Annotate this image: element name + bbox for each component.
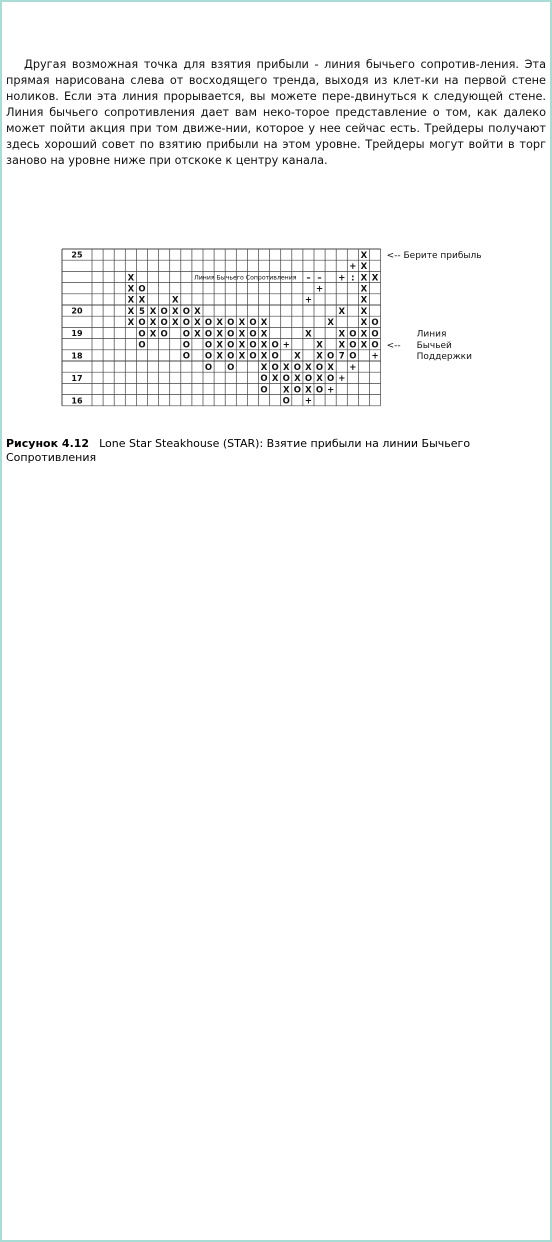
chart-mark: 5: [138, 306, 145, 317]
chart-mark: O: [271, 340, 279, 351]
chart-mark: X: [294, 351, 301, 362]
chart-mark: X: [127, 295, 135, 306]
chart-mark: X: [138, 295, 146, 306]
chart-mark: X: [360, 262, 368, 273]
chart-mark: O: [293, 362, 301, 373]
chart-mark: X: [171, 318, 179, 329]
chart-mark: +: [304, 396, 313, 407]
chart-mark: X: [216, 318, 223, 329]
chart-mark: O: [349, 340, 357, 351]
body-paragraph: [6, 57, 546, 169]
chart-mark: X: [305, 385, 312, 396]
chart-mark: X: [305, 329, 312, 340]
chart-mark: O: [138, 318, 146, 329]
chart-mark: O: [138, 284, 146, 295]
chart-mark: +: [327, 385, 335, 396]
chart-mark: +: [371, 351, 379, 362]
chart-mark: O: [271, 362, 279, 373]
chart-mark: X: [216, 329, 223, 340]
chart-mark: O: [138, 340, 146, 351]
chart-mark: X: [360, 295, 368, 306]
chart-mark: O: [204, 329, 213, 340]
chart-mark: O: [160, 318, 168, 329]
chart-mark: O: [227, 351, 235, 362]
price-label: 20: [71, 306, 83, 316]
paragraph-text: Другая возможная точка для взятия прибыли - линия бычьего сопротив-ления. Эта прямая нарисована слева от восходящего тренда, выходя из клет-ки на первой стене ноликов. Если эта линия прорывается, вы можете пере-двинуться к следующей стене. Линия бычьего сопротивления дает вам неко-торое представление о том, как далеко может пойти акция при том движе-нии, которое у нее сейчас есть. Трейдеры получают здесь хороший совет по взятию прибыли на этом уровне. Трейдеры могут войти в торг заново на уровне ниже при отскоке к центру канала.: [6, 58, 546, 167]
chart-mark: O: [182, 340, 190, 351]
chart-mark: O: [204, 340, 213, 351]
chart-mark: X: [194, 306, 201, 317]
point-and-figure-chart: [0, 245, 552, 415]
chart-mark: O: [304, 374, 313, 385]
chart-mark: O: [271, 351, 279, 362]
chart-mark: O: [204, 318, 213, 329]
chart-mark: O: [204, 362, 213, 373]
chart-mark: O: [160, 306, 168, 317]
chart-mark: 7: [338, 351, 345, 362]
chart-mark: X: [260, 329, 268, 340]
chart-mark: X: [238, 329, 246, 340]
chart-mark: X: [282, 385, 290, 396]
chart-mark: +: [349, 362, 357, 373]
chart-mark: O: [349, 351, 357, 362]
price-label: 25: [71, 250, 83, 260]
chart-mark: O: [282, 396, 290, 407]
take-profit-annotation: <-- Берите прибыль: [386, 251, 482, 262]
chart-mark: X: [149, 306, 157, 317]
price-label: 17: [71, 373, 83, 383]
chart-mark: X: [360, 318, 368, 329]
chart-mark: O: [227, 329, 235, 340]
chart-mark: O: [371, 340, 379, 351]
chart-mark: O: [249, 329, 257, 340]
chart-mark: X: [194, 329, 201, 340]
chart-mark: O: [160, 329, 168, 340]
chart-mark: +: [338, 374, 346, 385]
chart-mark: X: [360, 340, 368, 351]
chart-mark: X: [127, 306, 135, 317]
chart-mark: X: [260, 340, 268, 351]
chart-mark: X: [149, 329, 157, 340]
chart-mark: –: [317, 273, 322, 284]
chart-mark: O: [204, 351, 213, 362]
chart-mark: X: [260, 318, 268, 329]
chart-mark: O: [182, 306, 190, 317]
chart-mark: O: [260, 374, 268, 385]
chart-mark: +: [338, 273, 346, 284]
chart-mark: O: [227, 340, 235, 351]
chart-mark: O: [138, 329, 146, 340]
chart-mark: +: [304, 295, 313, 306]
chart-mark: O: [293, 385, 301, 396]
chart-mark: O: [227, 362, 235, 373]
chart-mark: X: [238, 340, 246, 351]
support-line-label: Поддержки: [416, 352, 472, 362]
chart-mark: X: [294, 374, 301, 385]
chart-mark: –: [306, 273, 311, 284]
chart-mark: O: [327, 374, 335, 385]
chart-mark: X: [338, 329, 346, 340]
chart-mark: X: [194, 318, 201, 329]
chart-mark: O: [182, 329, 190, 340]
chart-mark: X: [127, 273, 135, 284]
chart-mark: X: [238, 318, 246, 329]
caption-text: Lone Star Steakhouse (STAR): Взятие прибыли на линии Бычьего Сопротивления: [6, 437, 471, 464]
chart-mark: O: [371, 329, 379, 340]
chart-mark: X: [216, 351, 223, 362]
chart-mark: :: [351, 273, 355, 284]
support-line-label: Бычьей: [416, 340, 452, 351]
chart-mark: X: [316, 340, 323, 351]
chart-mark: X: [338, 340, 346, 351]
chart-mark: X: [371, 273, 379, 284]
chart-mark: +: [282, 340, 290, 351]
chart-mark: X: [360, 250, 368, 261]
chart-mark: +: [349, 262, 357, 273]
chart-mark: X: [171, 306, 179, 317]
chart-mark: O: [249, 318, 257, 329]
chart-svg: [0, 245, 552, 415]
chart-mark: X: [316, 374, 323, 385]
chart-mark: O: [349, 329, 357, 340]
chart-mark: X: [360, 306, 368, 317]
figure-caption: [6, 437, 526, 465]
chart-mark: O: [227, 318, 235, 329]
chart-mark: O: [260, 385, 268, 396]
resistance-line-label: Линия Бычьего Сопротивления: [194, 274, 297, 282]
price-label: 16: [71, 396, 83, 406]
chart-mark: O: [249, 351, 257, 362]
chart-mark: X: [171, 295, 179, 306]
chart-mark: X: [238, 351, 246, 362]
chart-mark: O: [315, 362, 324, 373]
chart-mark: X: [260, 351, 268, 362]
chart-mark: X: [271, 374, 279, 385]
chart-mark: X: [305, 362, 312, 373]
caption-label: Рисунок 4.12: [6, 437, 90, 450]
chart-mark: X: [216, 340, 223, 351]
chart-mark: X: [282, 362, 290, 373]
chart-mark: X: [260, 362, 268, 373]
chart-mark: O: [182, 351, 190, 362]
chart-mark: O: [249, 340, 257, 351]
chart-mark: X: [127, 284, 135, 295]
support-arrow: <--: [386, 340, 401, 351]
price-label: 18: [71, 351, 83, 361]
chart-mark: X: [360, 284, 368, 295]
chart-mark: X: [149, 318, 157, 329]
chart-mark: X: [360, 329, 368, 340]
chart-mark: +: [315, 284, 324, 295]
chart-mark: X: [360, 273, 368, 284]
chart-mark: O: [282, 374, 290, 385]
chart-mark: X: [127, 318, 135, 329]
chart-mark: O: [327, 351, 335, 362]
chart-mark: X: [338, 306, 346, 317]
chart-mark: X: [327, 362, 334, 373]
chart-mark: O: [315, 385, 324, 396]
chart-mark: X: [327, 318, 334, 329]
chart-mark: O: [182, 318, 190, 329]
support-line-label: Линия: [416, 329, 447, 340]
chart-mark: O: [371, 318, 379, 329]
chart-mark: X: [316, 351, 323, 362]
price-label: 19: [71, 329, 83, 339]
